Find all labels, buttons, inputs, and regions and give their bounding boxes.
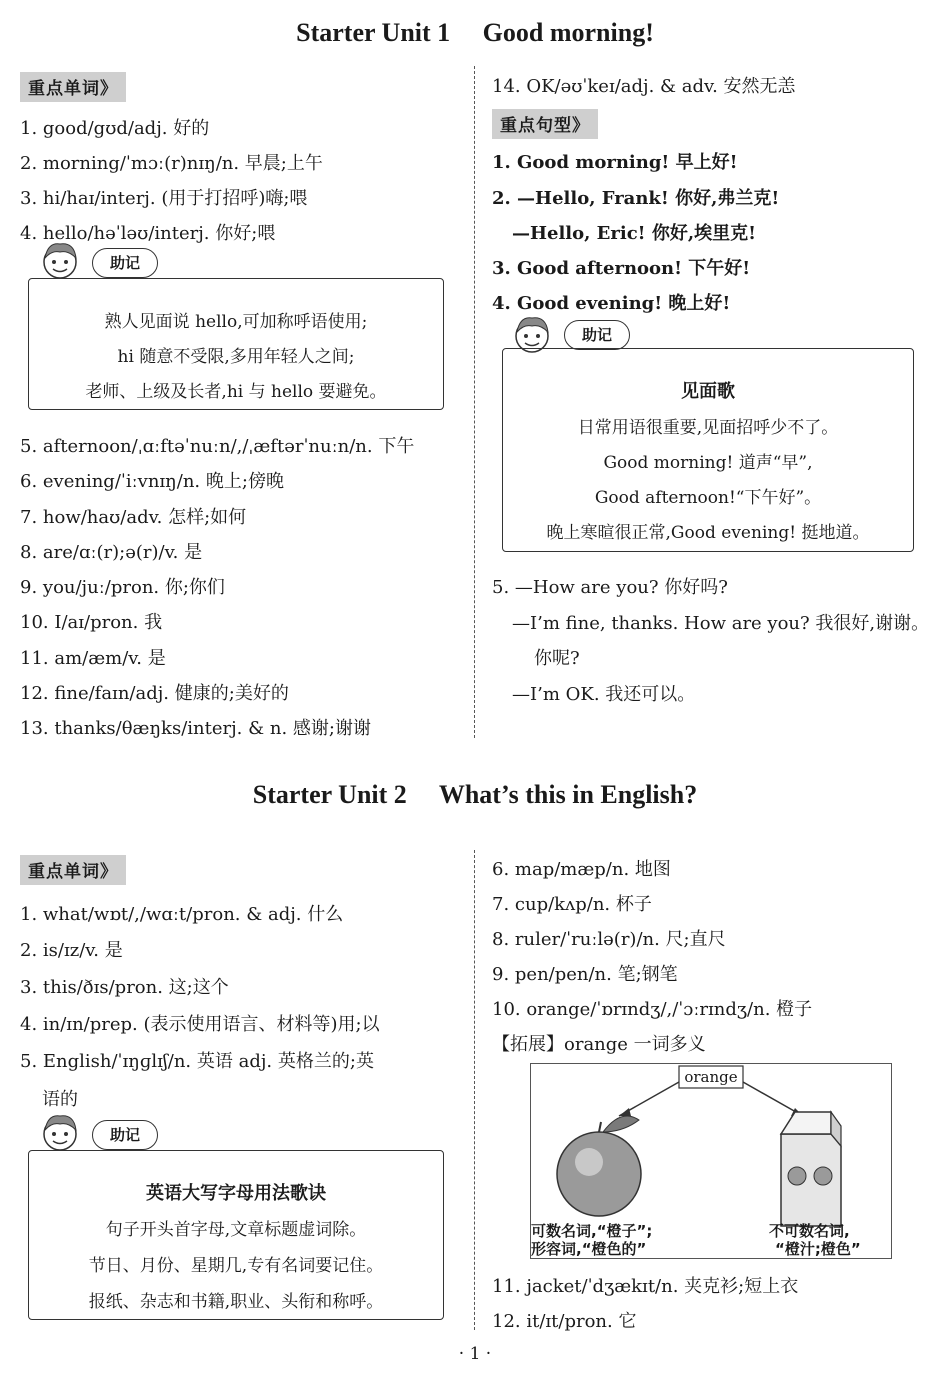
- vocab-item: 14. OK/əʊˈkeɪ/adj. & adv. 安然无恙: [492, 76, 796, 97]
- text-line: 7. cup/kʌp/n. 杯子: [492, 894, 652, 915]
- memo-cloud: [92, 1120, 158, 1150]
- sentence-item: 3. Good afternoon! 下午好!: [492, 258, 751, 279]
- vocab-item: 4. in/ɪn/prep. (表示使用语言、材料等)用;以: [20, 1014, 380, 1035]
- figure-left-label: 可数名词,“橙子”;: [531, 1222, 653, 1240]
- vocab-item: 2. is/ɪz/v. 是: [20, 940, 123, 961]
- vocab-item: 11. am/æm/v. 是: [20, 648, 166, 669]
- memo-cloud-label: 助记: [109, 1126, 140, 1144]
- memo-line: 节日、月份、星期几,专有名词要记住。: [88, 1256, 384, 1276]
- vocab-item: 9. you/juː/pron. 你;你们: [20, 577, 225, 598]
- page-number: · 1 ·: [458, 1344, 492, 1364]
- boy-mascot-icon: [38, 238, 82, 282]
- vocab-item: 4. hello/həˈləʊ/interj. 你好;喂: [20, 223, 276, 244]
- memo-line: 晚上寒暄很正常,Good evening! 挺地道。: [546, 523, 870, 543]
- vocab-item: 3. hi/haɪ/interj. (用于打招呼)嗨;喂: [20, 188, 308, 209]
- memo-box-1: [28, 278, 444, 410]
- dialog-line: 5. —How are you? 你好吗?: [492, 577, 728, 598]
- sentence-item: —Hello, Eric! 你好,埃里克!: [512, 223, 757, 244]
- boy-mascot-icon: [38, 1110, 82, 1154]
- sentence-item: 4. Good evening! 晚上好!: [492, 293, 731, 314]
- text-line: 11. jacket/ˈdʒækɪt/n. 夹克衫;短上衣: [492, 1276, 799, 1297]
- figure-box-label: orange: [684, 1068, 738, 1086]
- vocab-item: 6. evening/ˈiːvnɪŋ/n. 晚上;傍晚: [20, 471, 284, 492]
- column-divider: [474, 850, 475, 1330]
- vocab-item: 12. fine/faɪn/adj. 健康的;美好的: [20, 683, 289, 704]
- vocab-item: 13. thanks/θæŋks/interj. & n. 感谢;谢谢: [20, 718, 371, 739]
- dialog-line: 你呢?: [534, 648, 580, 669]
- memo-box-2: [502, 348, 914, 552]
- memo-cloud: [564, 320, 630, 350]
- memo-heading: 见面歌: [681, 381, 735, 402]
- vocab-item: 10. I/aɪ/pron. 我: [20, 612, 163, 633]
- vocab-item: 5. English/ˈɪŋɡlɪʃ/n. 英语 adj. 英格兰的;英: [20, 1051, 374, 1072]
- vocab-item: 1. what/wɒt/,/wɑːt/pron. & adj. 什么: [20, 904, 344, 925]
- text-line: 9. pen/pen/n. 笔;钢笔: [492, 964, 678, 985]
- dialog-line: —I’m OK. 我还可以。: [512, 684, 696, 705]
- memo-line: 日常用语很重要,见面招呼少不了。: [577, 418, 839, 438]
- vocab-item: 7. how/haʊ/adv. 怎样;如何: [20, 507, 247, 528]
- unit2-title: Starter Unit 2 What’s this in English?: [252, 780, 698, 809]
- memo-heading: 英语大写字母用法歌诀: [146, 1183, 326, 1204]
- memo-line: Good morning! 道声“早”,: [603, 453, 813, 473]
- vocab-item: 2. morning/ˈmɔː(r)nɪŋ/n. 早晨;上午: [20, 153, 323, 174]
- unit1-vocab-tag: 重点单词》: [20, 72, 126, 102]
- figure-left-label: 形容词,“橙色的”: [531, 1240, 647, 1258]
- expand-heading: 【拓展】orange 一词多义: [492, 1034, 706, 1055]
- memo-line: Good afternoon!“下午好”。: [594, 488, 822, 508]
- memo-cloud-label: 助记: [581, 326, 612, 344]
- text-line: 6. map/mæp/n. 地图: [492, 859, 671, 880]
- sentence-item: 1. Good morning! 早上好!: [492, 152, 738, 173]
- dialog-line: —I’m fine, thanks. How are you? 我很好,谢谢。: [512, 613, 930, 634]
- figure-right-label: “橙汁;橙色”: [775, 1240, 861, 1258]
- unit1-sentence-tag: 重点句型》: [492, 109, 598, 139]
- figure-right-label: 不可数名词,: [769, 1222, 850, 1240]
- unit1-title: Starter Unit 1 Good morning!: [296, 18, 654, 47]
- vocab-item: 3. this/ðɪs/pron. 这;这个: [20, 977, 229, 998]
- vocab-item: 1. good/gʊd/adj. 好的: [20, 118, 210, 139]
- column-divider: [474, 66, 475, 738]
- memo-line: 熟人见面说 hello,可加称呼语使用;: [104, 312, 368, 332]
- text-line: 10. orange/ˈɒrɪndʒ/,/ˈɔːrɪndʒ/n. 橙子: [492, 999, 813, 1020]
- text-line: 8. ruler/ˈruːlə(r)/n. 尺;直尺: [492, 929, 726, 950]
- sentence-item: 2. —Hello, Frank! 你好,弗兰克!: [492, 188, 780, 209]
- vocab-item: 5. afternoon/ˌɑːftəˈnuːn/,/ˌæftərˈnuːn/n. 下午: [20, 436, 415, 457]
- memo-line: 报纸、杂志和书籍,职业、头衔和称呼。: [88, 1292, 384, 1312]
- memo-cloud: [92, 248, 158, 278]
- memo-line: hi 随意不受限,多用年轻人之间;: [117, 347, 355, 367]
- text-line: 12. it/ɪt/pron. 它: [492, 1311, 637, 1332]
- memo-box-3: [28, 1150, 444, 1320]
- orange-figure: [530, 1063, 892, 1259]
- memo-cloud-label: 助记: [109, 254, 140, 272]
- unit2-vocab-tag: 重点单词》: [20, 855, 126, 885]
- memo-line: 老师、上级及长者,hi 与 hello 要避免。: [85, 382, 387, 402]
- memo-line: 句子开头首字母,文章标题虚词除。: [105, 1220, 367, 1240]
- vocab-item: 8. are/ɑː(r);ə(r)/v. 是: [20, 542, 203, 563]
- vocab-item: 语的: [42, 1089, 78, 1110]
